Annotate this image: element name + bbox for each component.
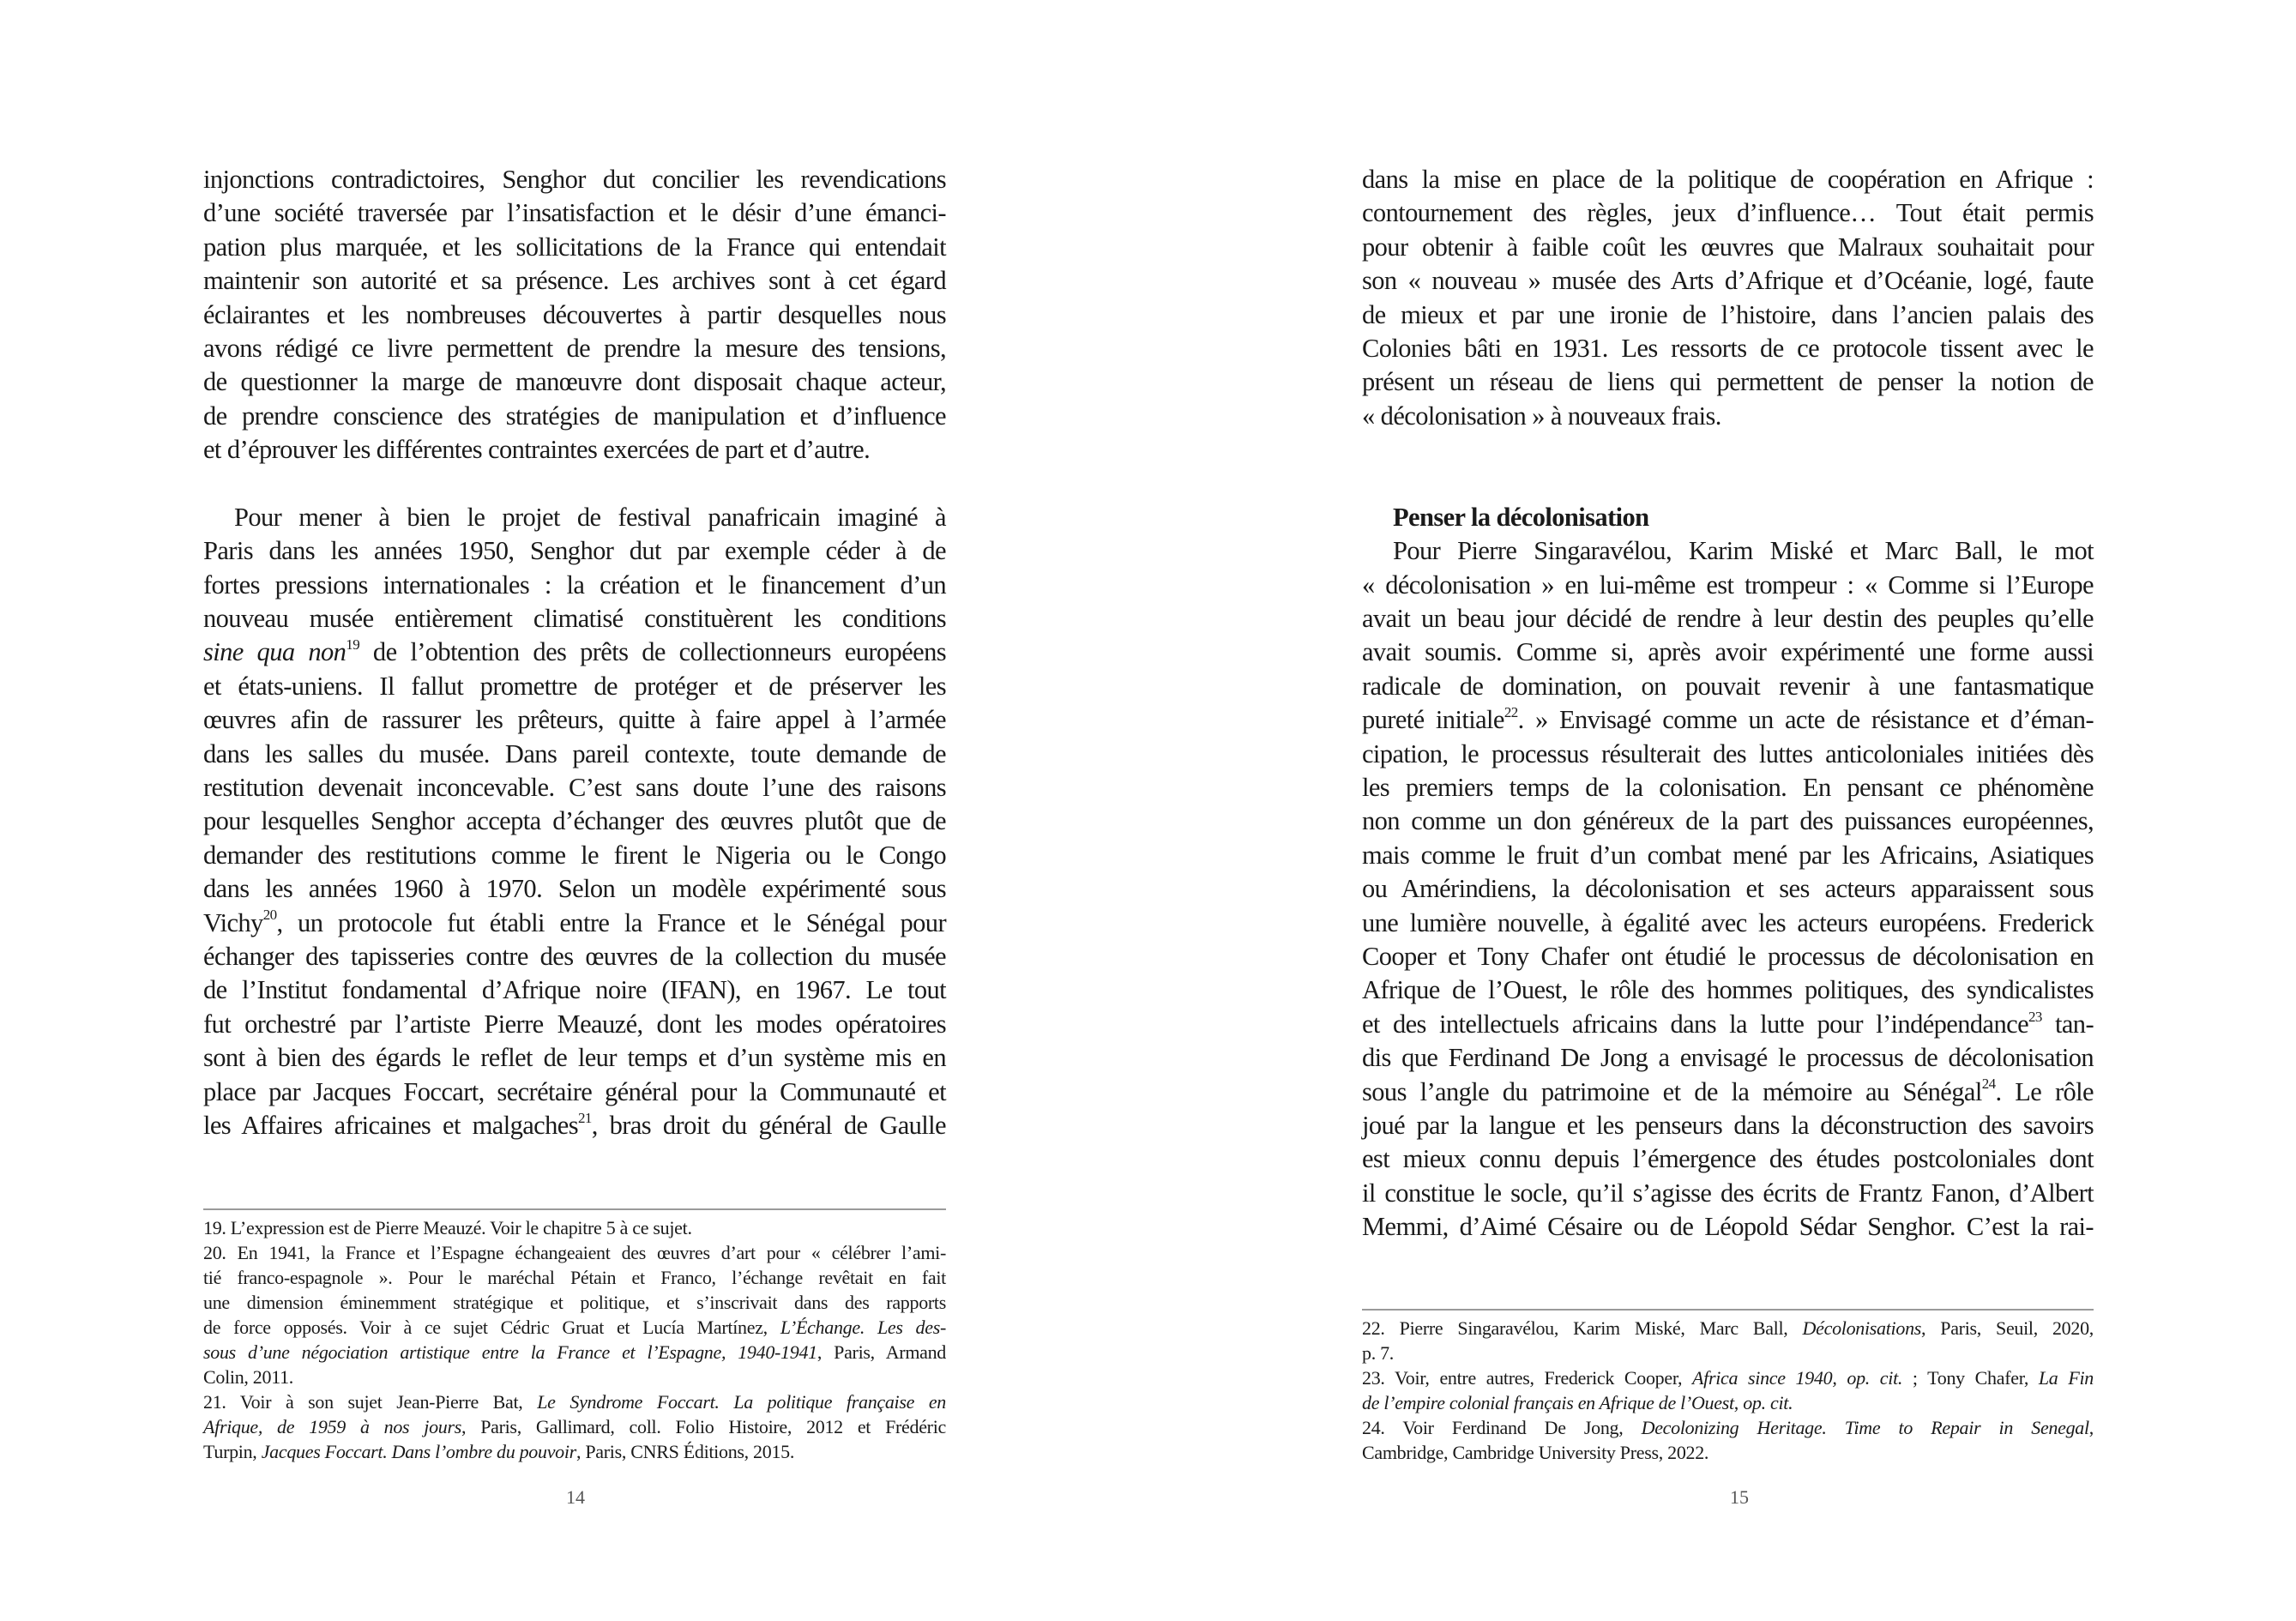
body-line: Cooper et Tony Chafer ont étudié le processus de décolonisation en: [1362, 941, 2094, 971]
fn-italic: La Fin: [2038, 1367, 2094, 1389]
body-line: [203, 907, 946, 940]
body-line: joué par la langue et les penseurs dans la déconstruction des savoirs: [1362, 1110, 2094, 1140]
footnote-ref-21[interactable]: 21: [577, 1109, 592, 1126]
line-text: pureté initiale: [1362, 705, 1504, 735]
line-text: les Affaires africaines et malgaches: [203, 1110, 578, 1140]
body-line: et d’éprouver les différentes contraintes exercées de part et d’autre.: [203, 435, 871, 465]
footnote-23-line: [1362, 1390, 2094, 1415]
footnote-20-line: Colin, 2011.: [203, 1366, 293, 1388]
body-line: injonctions contradictoires, Senghor dut concilier les revendications: [203, 165, 946, 194]
body-line: de prendre conscience des stratégies de manipulation et d’influence: [203, 401, 946, 431]
page-number: 14: [566, 1486, 585, 1508]
line-text: . » Envisagé comme un acte de résistance et d’éman-: [1517, 705, 2094, 735]
footnote-22-line: [1362, 1316, 2094, 1341]
body-line: « décolonisation » à nouveaux frais.: [1362, 401, 1721, 431]
footnote-19: 19. L’expression est de Pierre Meauzé. Voir le chapitre 5 à ce sujet.: [203, 1217, 692, 1238]
body-line: son « nouveau » musée des Arts d’Afrique et d’Océanie, logé, faute: [1362, 266, 2094, 296]
fn-text: , Paris, CNRS Éditions, 2015.: [576, 1441, 795, 1462]
body-line: avait soumis. Comme si, après avoir expérimenté une forme aussi: [1362, 637, 2094, 667]
footnote-24-line: [1362, 1415, 2094, 1440]
body-line: cipation, le processus résulterait des luttes anticoloniales initiées dès: [1362, 738, 2094, 768]
paragraph-gap: [203, 467, 946, 501]
footnote-20-line: une dimension éminemment stratégique et politique, et s’inscrivait dans des rapports: [203, 1292, 946, 1313]
right-page: [1148, 0, 2296, 1621]
fn-text: 23. Voir, entre autres, Frederick Cooper,: [1362, 1367, 1693, 1389]
footnote-ref-23[interactable]: 23: [2028, 1008, 2042, 1025]
fn-text: Turpin,: [203, 1441, 262, 1462]
body-line: Memmi, d’Aimé Césaire ou de Léopold Sédar Senghor. C’est la rai-: [1362, 1212, 2094, 1242]
body-line: est mieux connu depuis l’émergence des études postcoloniales dont: [1362, 1144, 2094, 1174]
body-line: échanger des tapisseries contre des œuvres de la collection du musée: [203, 941, 946, 971]
fn-italic: de l’empire colonial français en Afrique de l’Ouest: [1362, 1392, 1734, 1413]
body-line: Pour Pierre Singaravélou, Karim Miské et Marc Ball, le mot: [1393, 536, 2094, 566]
body-line: de mieux et par une ironie de l’histoire, dans l’ancien palais des: [1362, 299, 2094, 329]
fn-text: de force opposés. Voir à ce sujet Cédric Gruat et Lucía Martínez,: [203, 1317, 780, 1338]
footnote-rule: [203, 1208, 946, 1210]
fn-italic: Africa since 1940, op. cit.: [1692, 1367, 1903, 1389]
body-line: d’une société traversée par l’insatisfaction et le désir d’une émanci-: [203, 198, 946, 228]
italic-text: sine qua non: [203, 637, 347, 667]
body-line: dans les salles du musée. Dans pareil contexte, toute demande de: [203, 738, 946, 768]
footnote-rule: [1362, 1309, 2094, 1311]
body-line: présent un réseau de liens qui permettent de penser la notion de: [1362, 367, 2094, 397]
body-line: « décolonisation » en lui-même est trompeur : « Comme si l’Europe: [1362, 569, 2094, 600]
paragraph-gap: [1362, 433, 2094, 467]
line-text: sous l’angle du patrimoine et de la mémoire au Sénégal: [1362, 1076, 1982, 1106]
footnote-ref-22[interactable]: 22: [1504, 704, 1518, 721]
footnote-ref-20[interactable]: 20: [262, 907, 277, 924]
fn-italic: sous d’une négociation artistique entre la France et l’Espagne, 1940-1941: [203, 1341, 817, 1363]
body-line: de l’Institut fondamental d’Afrique noire (IFAN), en 1967. Le tout: [203, 975, 946, 1005]
body-line: une lumière nouvelle, à égalité avec les acteurs européens. Frederick: [1362, 907, 2094, 937]
body-line: non comme un don généreux de la part des puissances européennes,: [1362, 806, 2094, 836]
fn-text: , Paris, Armand: [817, 1341, 946, 1363]
footnote-21-line: [203, 1439, 946, 1464]
body-line: [1362, 703, 2094, 737]
line-text: et des intellectuels africains dans la lutte pour l’indépendance: [1362, 1009, 2029, 1039]
body-line: il constitue le socle, qu’il s’agisse des écrits de Frantz Fanon, d’Albert: [1362, 1178, 2094, 1208]
body-line: ou Amérindiens, la décolonisation et ses acteurs apparaissent sous: [1362, 874, 2094, 904]
footnote-21-line: [203, 1389, 946, 1414]
fn-italic: Decolonizing Heritage. Time to Repair in Senegal: [1641, 1417, 2089, 1438]
fn-italic: Décolonisations: [1802, 1317, 1922, 1339]
fn-text: ; Tony Chafer,: [1902, 1367, 2039, 1389]
body-line: Afrique de l’Ouest, le rôle des hommes politiques, des syndicalistes: [1362, 975, 2094, 1005]
body-line: avait un beau jour décidé de rendre à leur destin des peuples qu’elle: [1362, 604, 2094, 634]
fn-text: 21. Voir à son sujet Jean-Pierre Bat,: [203, 1391, 538, 1413]
line-text: Vichy: [203, 907, 263, 937]
body-line: [1362, 1008, 2094, 1041]
body-line: fut orchestré par l’artiste Pierre Meauzé, dont les modes opératoires: [203, 1009, 946, 1039]
footnote-22-line: p. 7.: [1362, 1342, 1395, 1364]
body-line: nouveau musée entièrement climatisé constituèrent les conditions: [203, 604, 946, 634]
body-line: fortes pressions internationales : la création et le financement d’un: [203, 569, 946, 600]
page-number: 15: [1730, 1486, 1749, 1508]
body-line: [1362, 1076, 2094, 1109]
body-line: Colonies bâti en 1931. Les ressorts de ce protocole tissent avec le: [1362, 333, 2094, 363]
body-line: [203, 1109, 946, 1142]
fn-italic: op. cit.: [1743, 1392, 1793, 1413]
right-footnotes: [1362, 1309, 2094, 1465]
line-text: de l’obtention des prêts de collectionneurs européens: [359, 637, 947, 667]
left-footnotes: [203, 1208, 946, 1464]
body-line: pation plus marquée, et les sollicitations de la France qui entendait: [203, 232, 946, 262]
footnote-23-line: [1362, 1365, 2094, 1390]
left-body-text: [203, 163, 946, 1142]
body-line: et états-uniens. Il fallut promettre de protéger et de préserver les: [203, 671, 946, 701]
footnote-24-line: Cambridge, Cambridge University Press, 2022.: [1362, 1442, 1709, 1463]
footnote-20-line: tié franco-espagnole ». Pour le maréchal Pétain et Franco, l’échange revêtait en fait: [203, 1267, 946, 1288]
body-line: contournement des règles, jeux d’influence… Tout était permis: [1362, 198, 2094, 228]
fn-text: 22. Pierre Singaravélou, Karim Miské, Marc Ball,: [1362, 1317, 1803, 1339]
fn-text: ,: [1733, 1392, 1744, 1413]
body-line: dans les années 1960 à 1970. Selon un modèle expérimenté sous: [203, 874, 946, 904]
fn-italic: Jacques Foccart. Dans l’ombre du pouvoir: [261, 1441, 576, 1462]
body-line: maintenir son autorité et sa présence. Les archives sont à cet égard: [203, 266, 946, 296]
body-line: [203, 636, 946, 669]
paragraph-gap: [1362, 467, 2094, 501]
footnote-21-line: [203, 1414, 946, 1439]
body-line: mais comme le fruit d’un combat mené par les Africains, Asiatiques: [1362, 840, 2094, 870]
body-line: radicale de domination, on pouvait revenir à une fantasmatique: [1362, 671, 2094, 701]
body-line: pour obtenir à faible coût les œuvres que Malraux souhaitait pour: [1362, 232, 2094, 262]
fn-text: ,: [2088, 1417, 2094, 1438]
fn-italic: Le Syndrome Foccart. La politique française en: [537, 1391, 946, 1413]
right-body-text: [1362, 163, 2094, 1244]
body-line: Pour mener à bien le projet de festival panafricain imaginé à: [234, 502, 946, 532]
body-line: dis que Ferdinand De Jong a envisagé le processus de décolonisation: [1362, 1043, 2094, 1073]
body-line: demander des restitutions comme le firent le Nigeria ou le Congo: [203, 840, 946, 870]
line-text: , un protocole fut établi entre la France et le Sénégal pour: [276, 907, 946, 937]
line-text: . Le rôle: [1995, 1076, 2094, 1106]
line-text: , bras droit du général de Gaulle: [591, 1110, 946, 1140]
footnote-ref-19[interactable]: 19: [346, 636, 360, 654]
fn-italic: L’Échange. Les des-: [780, 1317, 946, 1338]
body-line: pour lesquelles Senghor accepta d’échanger des œuvres plutôt que de: [203, 806, 946, 836]
footnote-20-line: [203, 1315, 946, 1340]
body-line: les premiers temps de la colonisation. En pensant ce phénomène: [1362, 773, 2094, 803]
footnote-ref-24[interactable]: 24: [1981, 1076, 1996, 1093]
footnote-20-line: [203, 1340, 946, 1365]
body-line: œuvres afin de rassurer les prêteurs, quitte à faire appel à l’armée: [203, 705, 946, 735]
body-line: place par Jacques Foccart, secrétaire général pour la Communauté et: [203, 1076, 946, 1106]
body-line: restitution devenait inconcevable. C’est sans doute l’une des raisons: [203, 773, 946, 803]
body-line: éclairantes et les nombreuses découvertes à partir desquelles nous: [203, 299, 946, 329]
body-line: dans la mise en place de la politique de coopération en Afrique :: [1362, 165, 2094, 194]
fn-text: 24. Voir Ferdinand De Jong,: [1362, 1417, 1642, 1438]
fn-text: , Paris, Seuil, 2020,: [1921, 1317, 2094, 1339]
body-line: avons rédigé ce livre permettent de prendre la mesure des tensions,: [203, 333, 946, 363]
fn-italic: Afrique, de 1959 à nos jours: [203, 1416, 462, 1437]
footnote-20-line: 20. En 1941, la France et l’Espagne échangeaient des œuvres d’art pour « célébrer l’ami-: [203, 1242, 946, 1263]
body-line: de questionner la marge de manœuvre dont disposait chaque acteur,: [203, 367, 946, 397]
section-heading: Penser la décolonisation: [1393, 502, 1649, 532]
body-line: sont à bien des égards le reflet de leur temps et d’un système mis en: [203, 1043, 946, 1073]
line-text: tan-: [2041, 1009, 2094, 1039]
fn-text: , Paris, Gallimard, coll. Folio Histoire, 2012 et Frédéric: [461, 1416, 946, 1437]
body-line: Paris dans les années 1950, Senghor dut par exemple céder à de: [203, 536, 946, 566]
